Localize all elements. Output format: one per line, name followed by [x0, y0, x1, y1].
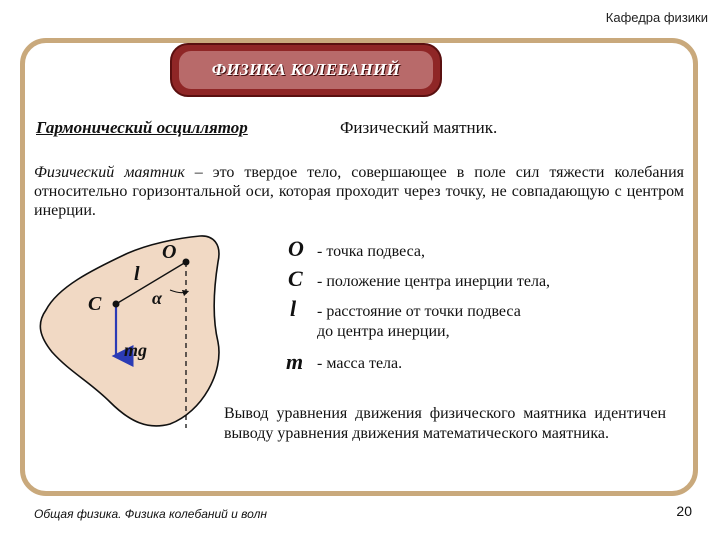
label-O: O: [162, 241, 177, 263]
tab-harmonic-oscillator[interactable]: Гармонический осциллятор: [36, 118, 248, 137]
label-alpha: α: [152, 288, 162, 308]
label-C: C: [88, 293, 102, 315]
legend-text-l: - расстояние от точки подвеса: [317, 303, 521, 320]
definition-term: Физический маятник: [34, 164, 185, 181]
legend-symbol-C: C: [288, 266, 303, 291]
center-of-mass-point: [113, 301, 120, 308]
footer-course-title: Общая физика. Физика колебаний и волн: [34, 507, 267, 521]
pendulum-figure: [30, 232, 230, 432]
definition-paragraph: [34, 163, 684, 220]
legend-symbol-m: m: [286, 349, 304, 374]
department-label: Кафедра физики: [605, 10, 708, 25]
tab-physical-pendulum: Физический маятник.: [340, 118, 498, 137]
slide-title: ФИЗИКА КОЛЕБАНИЙ: [179, 51, 433, 89]
legend-text-O: - точка подвеса,: [317, 243, 425, 260]
title-banner: [170, 43, 442, 97]
legend-text-l-cont: до центра инерции,: [317, 323, 450, 340]
legend-symbol-l: l: [290, 296, 297, 321]
label-l: l: [134, 263, 140, 285]
legend-symbol-O: O: [288, 236, 304, 261]
legend-text-m: - масса тела.: [317, 355, 403, 372]
page-number: 20: [676, 503, 692, 519]
label-mg: mg: [124, 340, 148, 360]
rigid-body-shape: [40, 236, 219, 426]
pivot-point: [183, 259, 190, 266]
derivation-note: Вывод уравнения движения физического маятника идентичен выводу уравнения движения математического маятника.: [224, 405, 666, 442]
legend-text-C: - положение центра инерции тела,: [317, 273, 551, 290]
definition-text: – это твердое тело, совершающее в поле сил тяжести колебания относительно горизонтальной оси, которая проходит через точку, не совпадающую с центром инерции.: [34, 164, 685, 219]
